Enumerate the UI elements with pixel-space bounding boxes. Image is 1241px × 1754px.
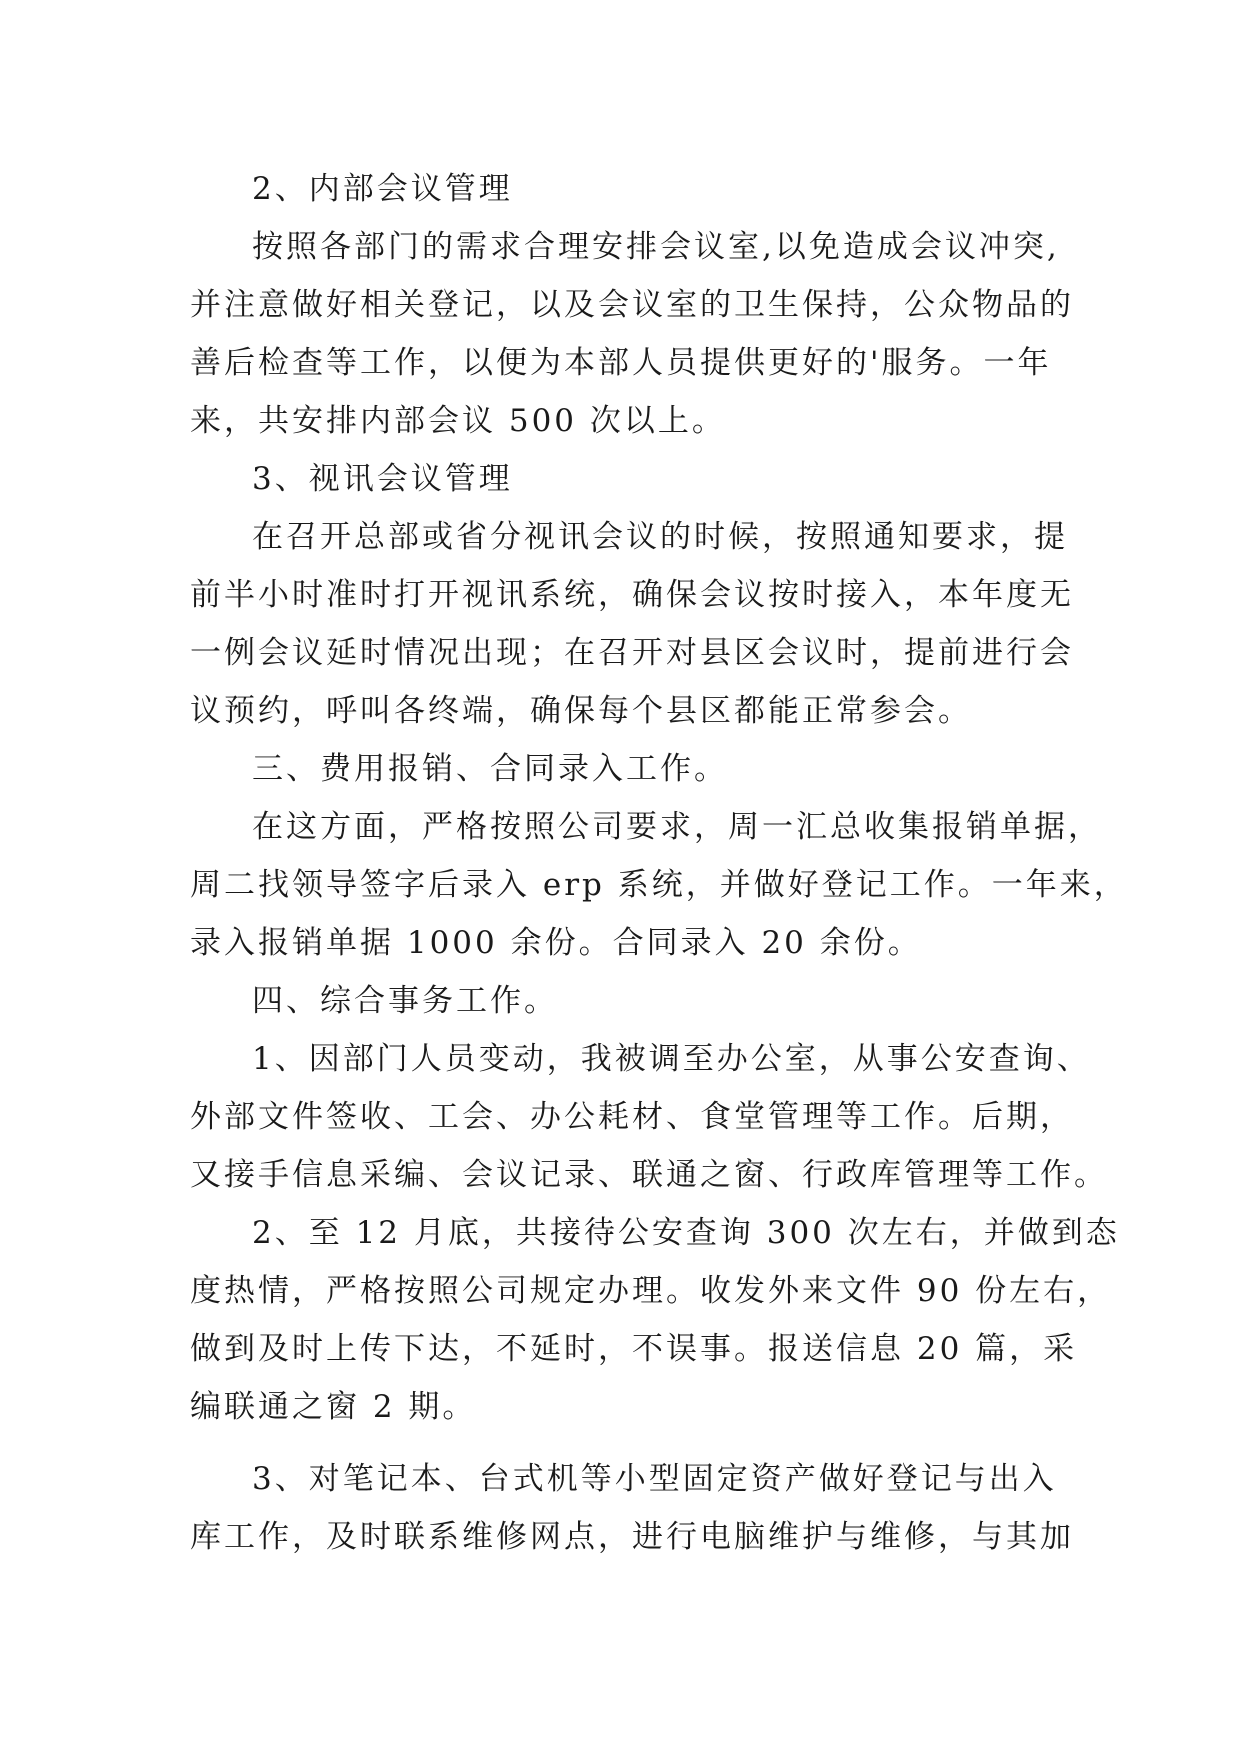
text-line: 来，共安排内部会议 500 次以上。 (190, 403, 726, 439)
text-line: 并注意做好相关登记，以及会议室的卫生保持，公众物品的 (190, 287, 1074, 323)
text-line: 2、内部会议管理 (252, 171, 513, 207)
text-line: 录入报销单据 1000 余份。合同录入 20 余份。 (190, 925, 922, 961)
text-line: 外部文件签收、工会、办公耗材、食堂管理等工作。后期， (190, 1099, 1074, 1135)
text-line: 在召开总部或省分视讯会议的时候，按照通知要求，提 (252, 519, 1068, 555)
text-line: 三、费用报销、合同录入工作。 (252, 751, 728, 787)
text-line: 一例会议延时情况出现；在召开对县区会议时，提前进行会 (190, 635, 1074, 671)
text-line: 又接手信息采编、会议记录、联通之窗、行政库管理等工作。 (190, 1157, 1108, 1193)
text-line: 1、因部门人员变动，我被调至办公室，从事公安查询、 (252, 1041, 1091, 1077)
document-body (190, 160, 1128, 1566)
text-line: 周二找领导签字后录入 erp 系统，并做好登记工作。一年来， (190, 867, 1128, 903)
text-line: 库工作，及时联系维修网点，进行电脑维护与维修，与其加 (190, 1519, 1074, 1555)
text-line: 善后检查等工作，以便为本部人员提供更好的'服务。一年 (190, 345, 1052, 381)
text-line: 按照各部门的需求合理安排会议室,以免造成会议冲突, (252, 229, 1060, 265)
text-line: 在这方面，严格按照公司要求，周一汇总收集报销单据， (252, 809, 1102, 845)
text-line: 3、对笔记本、台式机等小型固定资产做好登记与出入 (252, 1461, 1057, 1497)
text-line: 前半小时准时打开视讯系统，确保会议按时接入，本年度无 (190, 577, 1074, 613)
text-line: 四、综合事务工作。 (252, 983, 558, 1019)
text-line: 2、至 12 月底，共接待公安查询 300 次左右，并做到态 (252, 1215, 1120, 1251)
text-line: 议预约，呼叫各终端，确保每个县区都能正常参会。 (190, 693, 972, 729)
text-line: 编联通之窗 2 期。 (190, 1389, 477, 1425)
text-line: 度热情，严格按照公司规定办理。收发外来文件 90 份左右， (190, 1273, 1112, 1309)
text-line: 做到及时上传下达，不延时，不误事。报送信息 20 篇，采 (190, 1331, 1078, 1367)
text-line: 3、视讯会议管理 (252, 461, 513, 497)
